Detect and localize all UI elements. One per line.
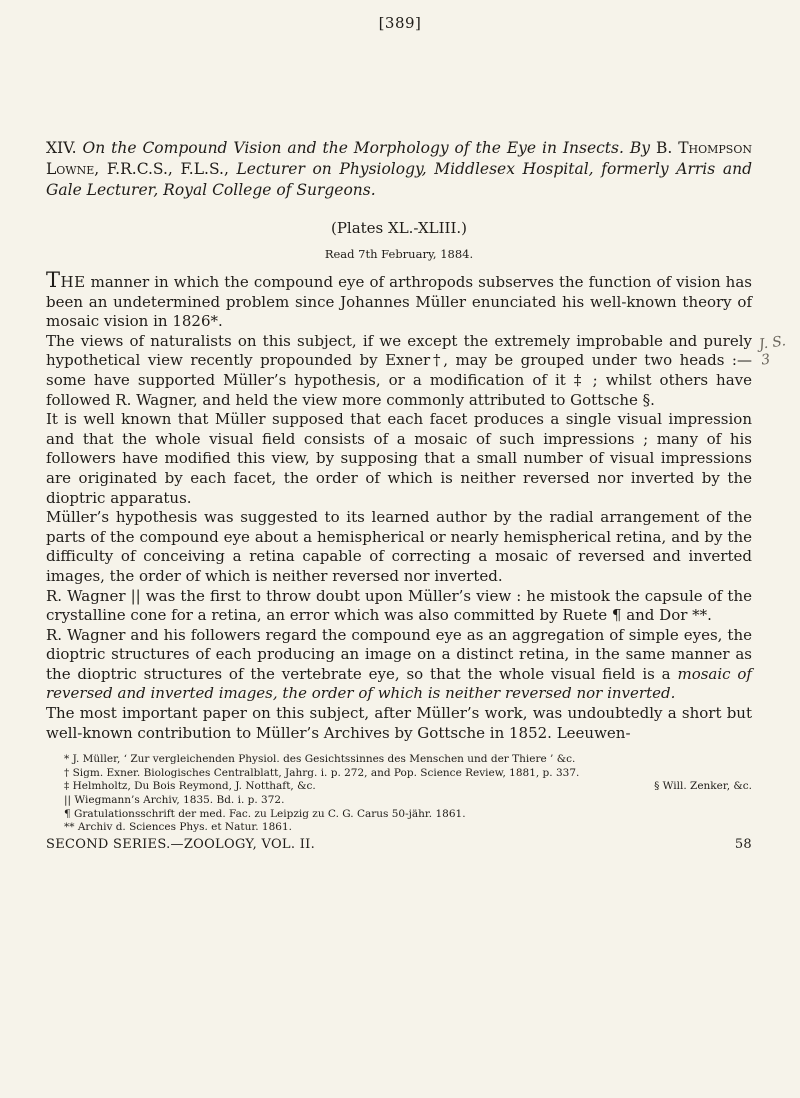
paragraph: The views of naturalists on this subject, if we except the extremely improbable and purely hypothetical view recently propounded by Exner†, may be grouped under two heads :—some have supported Müller’s hypothesis, or a modification of it ‡ ; whilst others have followed R. Wagner, and held the view more commonly attributed to Gottsche §. [46, 331, 752, 409]
footnote: * J. Müller, ‘ Zur vergleichenden Physiol. des Gesichtssinnes des Menschen und der Thiere ’ &c. [64, 753, 576, 766]
author-credentials: , F.R.C.S., F.L.S., [94, 160, 229, 178]
paragraph: R. Wagner || was the first to throw doubt upon Müller’s view : he mistook the capsule of the crystalline cone for a retina, an error which was also committed by Ruete ¶ and Dor **. [46, 586, 752, 625]
footnote: ¶ Gratulationsschrift der med. Fac. zu Leipzig zu C. G. Carus 50-jähr. 1861. [64, 807, 466, 820]
read-date: Read 7th February, 1884. [324, 247, 474, 261]
paragraph: The most important paper on this subject, after Müller’s work, was undoubtedly a short but well-known contribution to Müller’s Archives by Gottsche in 1852. Leeuwen- [46, 704, 752, 742]
article-number: XIV. [46, 139, 77, 157]
article-title [46, 138, 752, 201]
footnote-row [46, 780, 752, 794]
emphasis: mosaic of reversed and inverted images, the order of which is neither reversed nor inverted. [46, 664, 752, 703]
footnote: † Sigm. Exner. Biologisches Centralblatt, Jahrg. i. p. 272, and Pop. Science Review, 1881, p. 337. [64, 766, 580, 779]
page-footer [46, 837, 752, 852]
margin-annotation: J. S. 3 [757, 333, 787, 369]
footnotes [46, 753, 752, 835]
signature-number: 58 [734, 836, 752, 852]
author-position: Lecturer on Physiology, Middlesex Hospital, formerly Arris and Gale Lecturer, Royal College of Surgeons. [46, 160, 752, 199]
paragraph: It is well known that Müller supposed that each facet produces a single visual impression and that the whole visual field consists of a mosaic of such impressions ; many of his followers have modified this view, by supposing that a small number of visual impressions are originated by each facet, the order of which is neither reversed nor inverted by the dioptric apparatus. [46, 410, 752, 507]
article [46, 138, 752, 852]
drop-cap: The [46, 268, 86, 292]
series-line: SECOND SERIES.—ZOOLOGY, VOL. II. [46, 836, 315, 852]
page-number: [389] [378, 14, 422, 32]
author-name: B. Thompson Lowne [46, 139, 752, 178]
title-text: On the Compound Vision and the Morphology of the Eye in Insects. [82, 139, 624, 157]
plates-reference: (Plates XL.-XLIII.) [330, 219, 468, 237]
footnote: ** Archiv d. Sciences Phys. et Natur. 1861. [64, 821, 292, 834]
footnote: ‡ Helmholtz, Du Bois Reymond, J. Notthaft, &c. [64, 780, 316, 793]
by-word: By [629, 139, 651, 157]
paragraph: The manner in which the compound eye of arthropods subserves the function of vision has been an undetermined problem since Johannes Müller enunciated his well-known theory of mosaic vision in 1826*. [46, 268, 752, 331]
paragraph: Müller’s hypothesis was suggested to its learned author by the radial arrangement of the parts of the compound eye about a hemispherical or nearly hemispherical retina, and by the difficulty of conceiving a retina capable of correcting a mosaic of reversed and inverted images, the order of which is neither reversed nor inverted. [46, 508, 752, 585]
body-text [46, 268, 752, 743]
footnote: || Wiegmann’s Archiv, 1835. Bd. i. p. 372. [64, 794, 285, 807]
footnote: § Will. Zenker, &c. [654, 780, 752, 793]
paragraph: R. Wagner and his followers regard the compound eye as an aggregation of simple eyes, the dioptric structures of each producing an image on a distinct retina, in the same manner as the dioptric structures of the vertebrate eye, so that the whole visual field is a mosaic of reversed and inverted images, the order of which is neither reversed nor inverted. [46, 625, 752, 703]
